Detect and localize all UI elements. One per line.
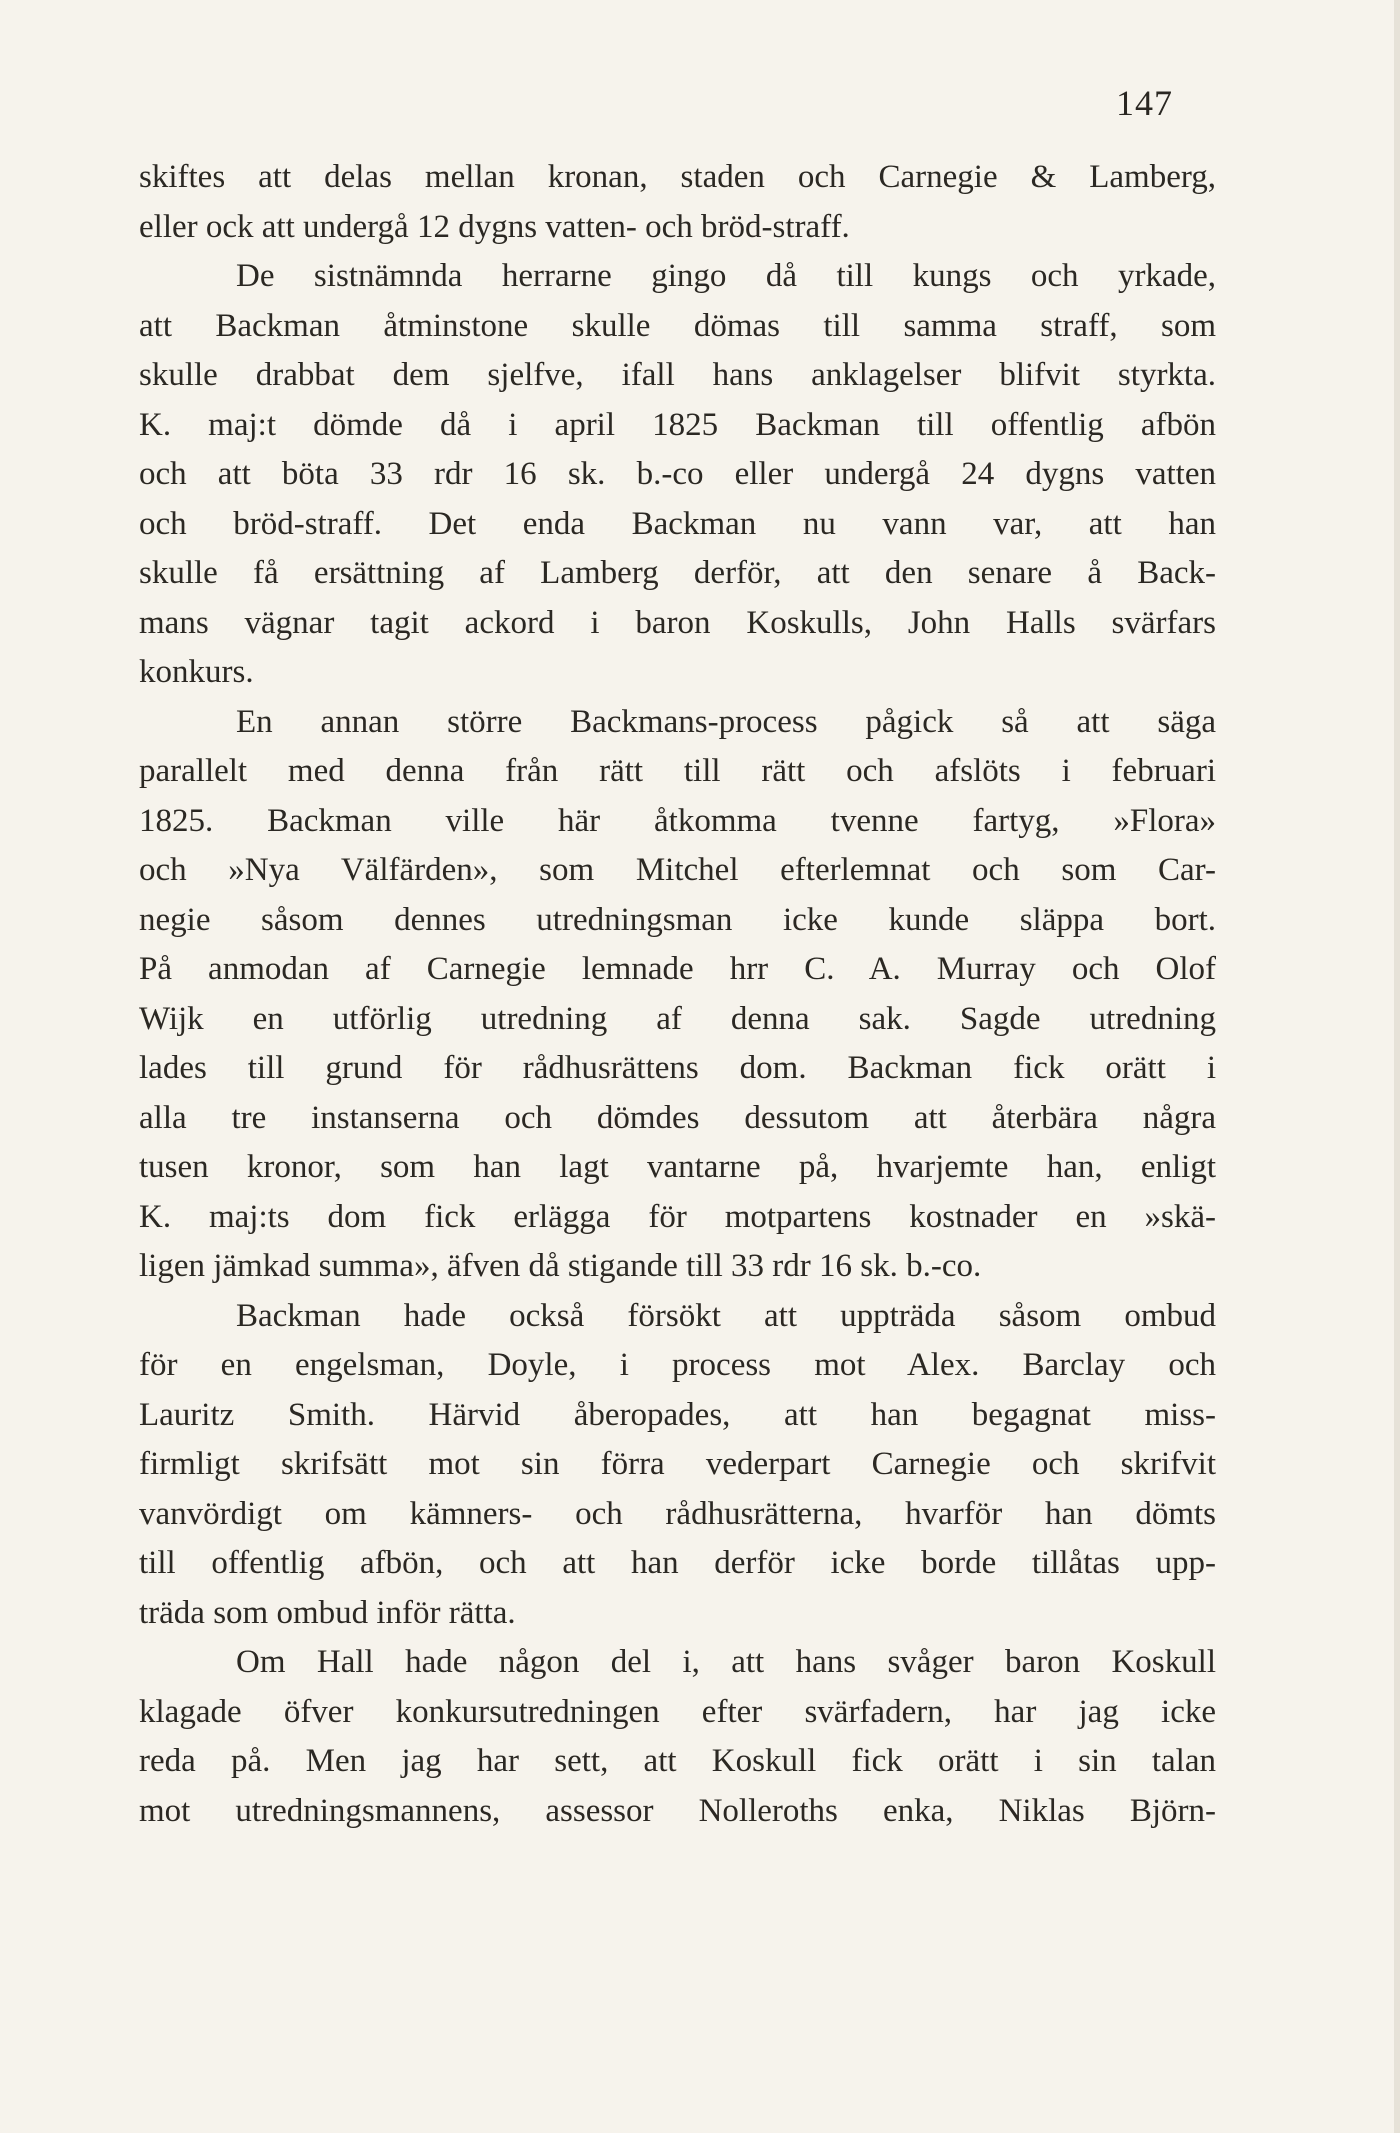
text-line: att Backman åtminstone skulle dömas till samma straff, som xyxy=(139,307,1216,344)
page-number: 147 xyxy=(1116,83,1173,123)
text-line: lades till grund för rådhusrättens dom. Backman fick orätt i xyxy=(139,1050,1216,1086)
body-text xyxy=(139,153,1216,1836)
text-line: Lauritz Smith. Härvid åberopades, att han begagnat miss- xyxy=(139,1396,1216,1433)
text-line: skulle få ersättning af Lamberg derför, att den senare å Back- xyxy=(139,555,1216,591)
text-line: De sistnämnda herrarne gingo då till kungs och yrkade, xyxy=(236,258,1216,294)
text-line: och bröd-straff. Det enda Backman nu vann var, att han xyxy=(139,505,1216,542)
text-line: och att böta 33 rdr 16 sk. b.-co eller undergå 24 dygns vatten xyxy=(139,456,1216,492)
text-line: träda som ombud inför rätta. xyxy=(139,1594,516,1631)
text-line: firmligt skrifsätt mot sin förra vederpart Carnegie och skrifvit xyxy=(139,1446,1216,1482)
text-line: K. maj:ts dom fick erlägga för motpartens kostnader en »skä- xyxy=(139,1198,1216,1235)
text-line: parallelt med denna från rätt till rätt och afslöts i februari xyxy=(139,753,1216,789)
text-line: mans vägnar tagit ackord i baron Koskulls, John Halls svärfars xyxy=(139,604,1216,641)
text-line: eller ock att undergå 12 dygns vatten- och bröd-straff. xyxy=(139,208,850,245)
text-line: vanvördigt om kämners- och rådhusrätterna, hvarför han dömts xyxy=(139,1495,1216,1532)
text-line: 1825. Backman ville här åtkomma tvenne fartyg, »Flora» xyxy=(139,802,1216,839)
text-line: till offentlig afbön, och att han derför icke borde tillåtas upp- xyxy=(139,1545,1216,1581)
text-line: ligen jämkad summa», äfven då stigande till 33 rdr 16 sk. b.-co. xyxy=(139,1248,982,1284)
text-line: Wijk en utförlig utredning af denna sak. Sagde utredning xyxy=(139,1000,1216,1037)
text-line: alla tre instanserna och dömdes dessutom att återbära några xyxy=(139,1099,1216,1136)
text-line: och »Nya Välfärden», som Mitchel efterlemnat och som Car- xyxy=(139,852,1216,888)
text-line: skiftes att delas mellan kronan, staden och Carnegie & Lamberg, xyxy=(139,159,1216,195)
text-line: En annan större Backmans-process pågick så att säga xyxy=(236,703,1216,740)
page-edge-shadow xyxy=(1394,0,1400,2133)
text-line: klagade öfver konkursutredningen efter svärfadern, har jag icke xyxy=(139,1693,1216,1730)
text-line: tusen kronor, som han lagt vantarne på, hvarjemte han, enligt xyxy=(139,1149,1216,1185)
text-line: negie såsom dennes utredningsman icke kunde släppa bort. xyxy=(139,901,1216,938)
text-line: K. maj:t dömde då i april 1825 Backman till offentlig afbön xyxy=(139,406,1216,443)
text-line: Backman hade också försökt att uppträda såsom ombud xyxy=(236,1297,1216,1334)
text-line: reda på. Men jag har sett, att Koskull fick orätt i sin talan xyxy=(139,1743,1216,1779)
text-line: På anmodan af Carnegie lemnade hrr C. A. Murray och Olof xyxy=(139,951,1216,987)
text-line: för en engelsman, Doyle, i process mot Alex. Barclay och xyxy=(139,1347,1216,1383)
text-line: konkurs. xyxy=(139,654,254,690)
text-line: mot utredningsmannens, assessor Nolleroths enka, Niklas Björn- xyxy=(139,1792,1216,1829)
text-line: Om Hall hade någon del i, att hans svåger baron Koskull xyxy=(236,1644,1216,1680)
text-line: skulle drabbat dem sjelfve, ifall hans anklagelser blifvit styrkta. xyxy=(139,357,1216,393)
